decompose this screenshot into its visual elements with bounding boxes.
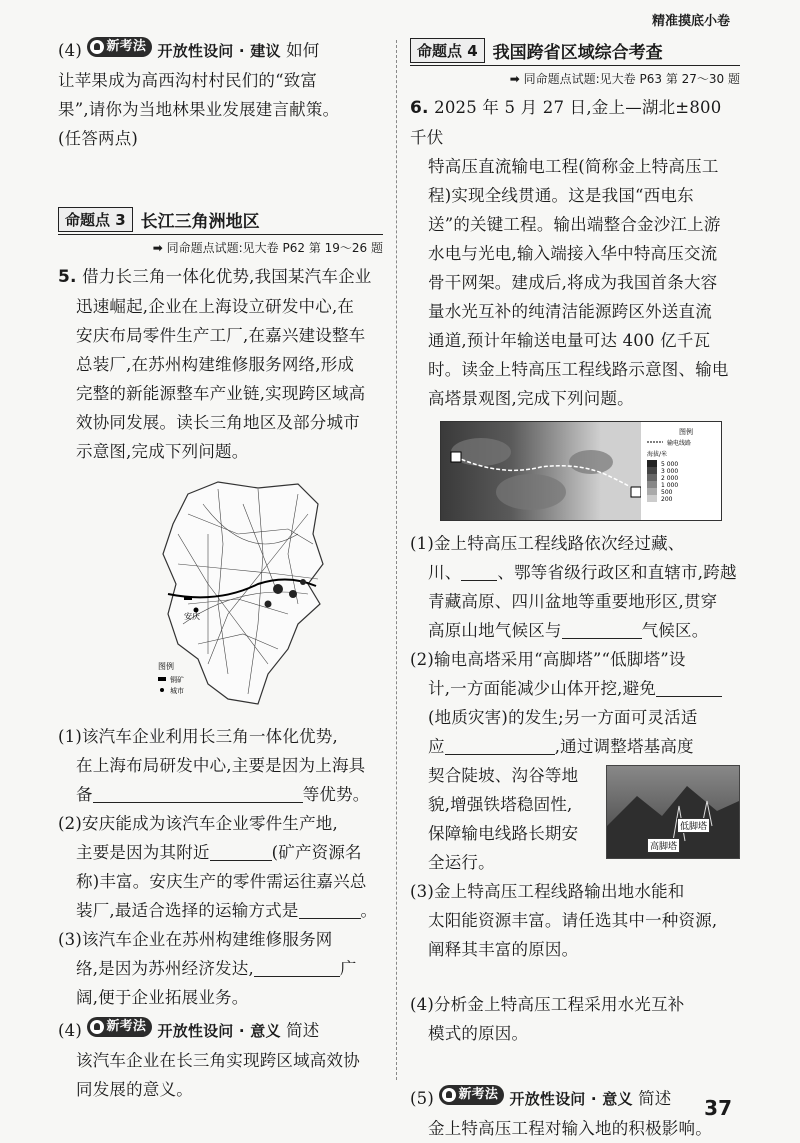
map-legend-title: 图例 [158, 662, 174, 671]
map-svg [148, 474, 338, 714]
section-heading-3 [58, 207, 383, 235]
q5-line: 效协同发展。读长三角地区及部分城市 [76, 413, 360, 432]
low-tower-label: 低脚塔 [677, 818, 710, 833]
elev-value: 200 [661, 496, 673, 503]
elev-value: 3 000 [661, 468, 679, 475]
elev-value: 1 000 [661, 482, 679, 489]
answer-blank[interactable] [656, 678, 722, 697]
answer-blank[interactable] [210, 842, 272, 861]
q5-sub4: (4) 新考法 开放性设问 · 意义 简述 [58, 1019, 320, 1040]
q5-line: 示意图,完成下列问题。 [76, 442, 249, 461]
q5-sub4: 同发展的意义。 [76, 1080, 193, 1099]
page-header: 精准摸底小卷 [651, 14, 730, 29]
q6-sub2: 保障输电线路长期安 [428, 824, 579, 843]
q6-sub2: 貌,增强铁塔稳固性, [428, 795, 573, 814]
q5-line: 完整的新能源整车产业链,实现跨区域高 [76, 384, 366, 403]
q6-line: 程)实现全线贯通。这是我国“西电东 [428, 186, 694, 205]
answer-blank[interactable] [254, 958, 340, 977]
q6-line: 量水光互补的纯清洁能源跨区外送直流 [428, 302, 712, 321]
map-legend-title: 图例 [679, 428, 693, 436]
arrow-right-icon: ➡ [152, 241, 163, 255]
elev-value: 2 000 [661, 475, 679, 482]
q6-line: 通道,预计年输送电量可达 400 亿千瓦 [428, 331, 711, 350]
new-method-badge: 新考法 [87, 37, 152, 57]
q6-sub1: 青藏高原、四川盆地等重要地形区,贯穿 [428, 592, 718, 611]
q5-sub4: 该汽车企业在长三角实现跨区域高效协 [76, 1051, 360, 1070]
tower-section [410, 761, 740, 877]
terrain-map-svg [441, 422, 721, 520]
q6-line: 时。读金上特高压工程线路示意图、输电 [428, 360, 729, 379]
q6-line: 水电与光电,输入端接入华中特高压交流 [428, 244, 718, 263]
answer-blank[interactable] [93, 784, 303, 803]
q6-line: 6. 2025 年 5 月 27 日,金上—湖北±800 千伏 [410, 98, 722, 147]
q5-sub3: 阔,便于企业拓展业务。 [76, 988, 249, 1007]
q5-line: 安庆布局零件生产工厂,在嘉兴建设整车 [76, 326, 366, 345]
answer-blank[interactable] [445, 736, 555, 755]
map-legend-city: 城市 [170, 687, 184, 695]
section-title: 长江三角洲地区 [140, 212, 260, 232]
section-box: 命题点 4 [410, 38, 485, 63]
q6-sub2: (2)输电高塔采用“高脚塔”“低脚塔”设 [410, 650, 686, 669]
new-method-badge: 新考法 [87, 1017, 152, 1037]
question-tag: 开放性设问 · 意义 [509, 1090, 633, 1108]
map-legend-elev: 海拔/米 [647, 451, 668, 458]
left-column [58, 36, 383, 1104]
q4-top-line4: (任答两点) [58, 129, 139, 148]
q6-sub5: 金上特高压工程对输入地的积极影响。 [428, 1119, 712, 1138]
question-tag: 开放性设问 · 意义 [157, 1022, 281, 1040]
bulb-icon [442, 1088, 456, 1102]
q5-sub2: 装厂,最适合选择的运输方式是 。 [76, 901, 378, 920]
section-heading-4 [410, 38, 740, 66]
q5-sub2: 称)丰富。安庆生产的零件需运往嘉兴总 [76, 872, 367, 891]
answer-blank[interactable] [461, 562, 497, 581]
elev-value: 5 000 [661, 461, 679, 468]
q5-sub1: 在上海布局研发中心,主要是因为上海具 [76, 756, 366, 775]
question-tag: 开放性设问 · 建议 [157, 42, 281, 60]
page-number: 37 [704, 1096, 732, 1120]
q6-sub3: 太阳能资源丰富。请任选其中一种资源, [428, 911, 718, 930]
elev-value: 500 [661, 489, 673, 496]
q4-top-line3: 果”,请你为当地林果业发展建言献策。 [58, 100, 340, 119]
q6-sub4: (4)分析金上特高压工程采用水光互补 [410, 995, 685, 1014]
q5-sub2: (2)安庆能成为该汽车企业零件生产地, [58, 814, 338, 833]
q5-sub3: 络,是因为苏州经济发达, 广 [76, 959, 357, 978]
q5-sub2: 主要是因为其附近 (矿产资源名 [76, 843, 362, 862]
section-ref: ➡ 同命题点试题:见大卷 P62 第 19～26 题 [152, 241, 383, 255]
q4-top-line2: 让苹果成为高西沟村村民们的“致富 [58, 71, 318, 90]
q5-line: 总装厂,在苏州构建维修服务网络,形成 [76, 355, 355, 374]
map-legend-mine: 铜矿 [170, 676, 184, 684]
q6-line: 骨干网架。建成后,将成为我国首条大容 [428, 273, 718, 292]
q5-sub1: 备 等优势。 [76, 785, 370, 804]
q6-sub4: 模式的原因。 [428, 1024, 529, 1043]
bulb-icon [90, 40, 104, 54]
answer-blank[interactable] [562, 620, 642, 639]
q6-sub2: 计,一方面能减少山体开挖,避免 [410, 674, 740, 703]
bulb-icon [90, 1020, 104, 1034]
q4-top-line1: (4) 新考法 开放性设问 · 建议 如何 [58, 39, 320, 60]
new-method-badge: 新考法 [439, 1085, 504, 1105]
transmission-line-map [440, 421, 722, 521]
q6-sub2: 全运行。 [428, 853, 495, 872]
q5-line: 5. 借力长三角一体化优势,我国某汽车企业 [58, 267, 372, 287]
tower-landscape-image [606, 765, 740, 859]
q5-sub1: (1)该汽车企业利用长三角一体化优势, [58, 727, 338, 746]
q6-line: 送”的关键工程。输出端整合金沙江上游 [428, 215, 721, 234]
map-city-label: 安庆 [184, 612, 200, 621]
section-box: 命题点 3 [58, 207, 133, 232]
answer-blank[interactable] [299, 900, 361, 919]
q6-sub3: 阐释其丰富的原因。 [428, 940, 579, 959]
q6-sub1: 高原山地气候区与 气候区。 [428, 621, 709, 640]
q6-sub3: (3)金上特高压工程线路输出地水能和 [410, 882, 685, 901]
q6-sub1: 川、 、鄂等省级行政区和直辖市,跨越 [428, 563, 737, 582]
q6-sub1: (1)金上特高压工程线路依次经过藏、 [410, 534, 685, 553]
yangtze-delta-map [148, 474, 338, 714]
column-divider [396, 40, 397, 1080]
section-title: 我国跨省区域综合考查 [492, 43, 663, 63]
q6-sub5: (5) 新考法 开放性设问 · 意义 简述 [410, 1087, 672, 1108]
q6-sub2: 应 ,通过调整塔基高度 [428, 737, 694, 756]
q6-line: 特高压直流输电工程(简称金上特高压工 [428, 157, 719, 176]
q6-sub2: (地质灾害)的发生;另一方面可灵活适 [428, 708, 698, 727]
q5-line: 迅速崛起,企业在上海设立研发中心,在 [76, 297, 355, 316]
map-legend-line: 输电线路 [667, 440, 692, 447]
section-ref: ➡ 同命题点试题:见大卷 P63 第 27～30 题 [509, 72, 740, 86]
arrow-right-icon: ➡ [509, 72, 520, 86]
high-tower-label: 高脚塔 [647, 838, 680, 853]
q5-sub3: (3)该汽车企业在苏州构建维修服务网 [58, 930, 333, 949]
q6-sub2: 契合陡坡、沟谷等地 [428, 766, 579, 785]
q6-line: 高塔景观图,完成下列问题。 [428, 389, 634, 408]
right-column [410, 36, 740, 1143]
